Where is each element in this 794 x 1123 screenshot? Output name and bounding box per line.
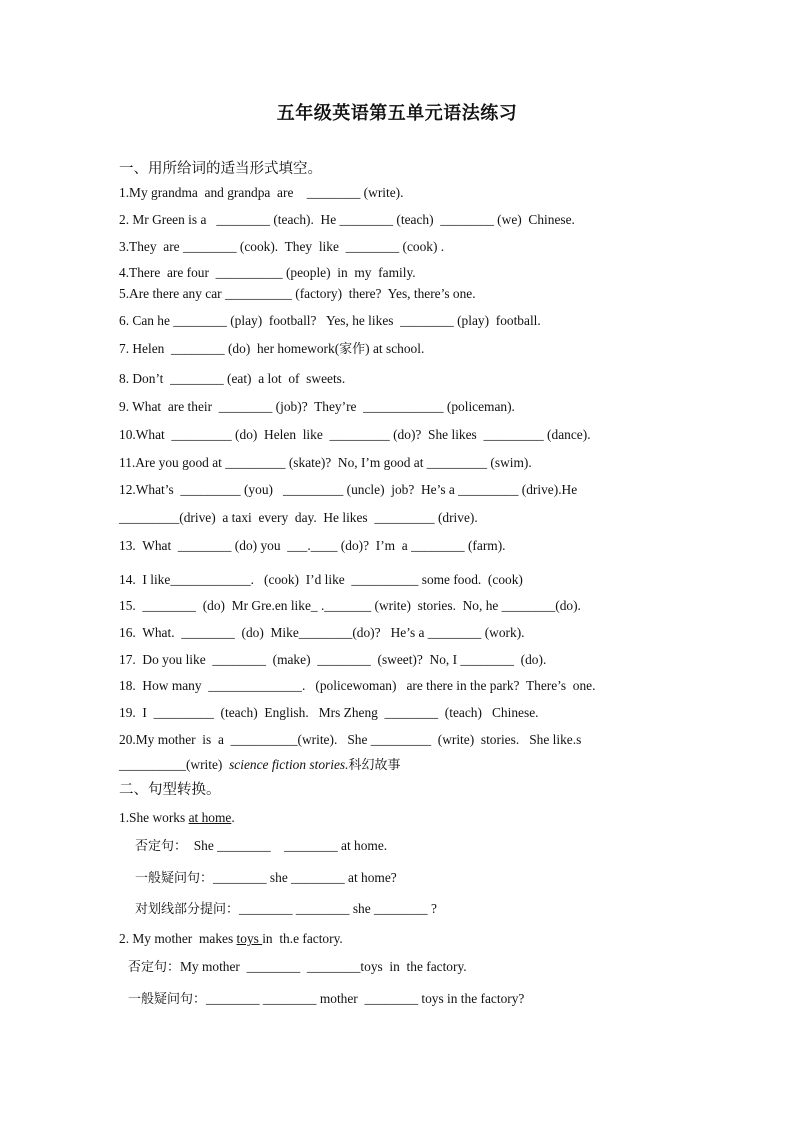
item-20-cjk-note: 科幻故事 (348, 758, 401, 773)
exercise-item-12: 12.What’s _________ (you) _________ (uncle) job? He’s a _________ (drive).He (119, 482, 578, 497)
q1-negative-text: She ________ ________ at home. (187, 838, 388, 853)
q1-yes-no-label: 一般疑问句： (135, 871, 214, 886)
exercise-item-18: 18. How many ______________. (policewoman) are there in the park? There’s one. (119, 678, 596, 693)
q2-underlined: toys (236, 931, 263, 946)
q2-negative-text: My mother ________ ________toys in the factory. (180, 959, 467, 974)
section-1-heading: 一、用所给词的适当形式填空。 (119, 161, 322, 177)
exercise-item-9: 9. What are their ________ (job)? They’re ____________ (policeman). (119, 399, 515, 414)
exercise-item-15: 15. ________ (do) Mr Gre.en like_ ._______ (write) stories. No, he ________(do). (119, 598, 581, 613)
q2-negative (128, 959, 467, 976)
page-title: 五年级英语第五单元语法练习 (276, 103, 518, 124)
exercise-item-2: 2. Mr Green is a ________ (teach). He ________ (teach) ________ (we) Chinese. (119, 212, 575, 227)
q1-suffix: . (231, 810, 235, 825)
exercise-item-19: 19. I _________ (teach) English. Mrs Zheng ________ (teach) Chinese. (119, 705, 539, 720)
exercise-item-20-cont (119, 757, 400, 774)
item-7-tail: ) at school. (365, 341, 425, 356)
item-20-italic: science fiction stories. (229, 757, 349, 772)
exercise-item-10: 10.What _________ (do) Helen like _________ (do)? She likes _________ (dance). (119, 427, 591, 442)
item-7-cjk-note: 家作 (339, 342, 366, 357)
exercise-item-8: 8. Don’t ________ (eat) a lot of sweets. (119, 371, 346, 386)
q1-yes-no-text: ________ she ________ at home? (213, 870, 397, 885)
q1-prefix: 1.She works (119, 810, 189, 825)
exercise-item-12-cont: _________(drive) a taxi every day. He likes _________ (drive). (119, 510, 478, 525)
exercise-item-6: 6. Can he ________ (play) football? Yes, he likes ________ (play) football. (119, 313, 541, 328)
section-2-heading: 二、句型转换。 (119, 782, 221, 798)
exercise-item-1: 1.My grandma and grandpa are ________ (write). (119, 185, 404, 200)
transform-q1 (119, 810, 235, 826)
exercise-item-20: 20.My mother is a __________(write). She _________ (write) stories. She like.s (119, 732, 582, 747)
q1-negative-label: 否定句： (135, 839, 188, 854)
q1-yes-no (135, 870, 397, 887)
item-20-cont-text: __________(write) (119, 757, 230, 772)
exercise-item-13: 13. What ________ (do) you ___.____ (do)? I’m a ________ (farm). (119, 538, 506, 553)
q1-negative (135, 838, 387, 855)
exercise-item-5: 5.Are there any car __________ (factory) there? Yes, there’s one. (119, 286, 476, 301)
q1-wh-question (135, 901, 437, 918)
exercise-item-16: 16. What. ________ (do) Mike________(do)? He’s a ________ (work). (119, 625, 525, 640)
q1-wh-label: 对划线部分提问： (135, 902, 240, 917)
q2-yes-no-label: 一般疑问句： (128, 992, 207, 1007)
exercise-item-3: 3.They are ________ (cook). They like ________ (cook) . (119, 239, 445, 254)
q1-wh-text: ________ ________ she ________ ? (239, 901, 437, 916)
q2-yes-no-text: ________ ________ mother ________ toys in the factory? (206, 991, 525, 1006)
exercise-item-7 (119, 341, 424, 358)
q2-suffix: in th.e factory. (262, 931, 343, 946)
transform-q2 (119, 931, 343, 947)
exercise-item-17: 17. Do you like ________ (make) ________ (sweet)? No, I ________ (do). (119, 652, 547, 667)
item-7-text: 7. Helen ________ (do) her homework( (119, 341, 340, 356)
exercise-item-4: 4.There are four __________ (people) in my family. (119, 265, 416, 280)
q2-negative-label: 否定句： (128, 960, 181, 975)
exercise-item-11: 11.Are you good at _________ (skate)? No, I’m good at _________ (swim). (119, 455, 532, 470)
q2-yes-no (128, 991, 524, 1008)
exercise-item-14: 14. I like____________. (cook) I’d like __________ some food. (cook) (119, 572, 523, 587)
q1-underlined: at home (188, 810, 232, 825)
q2-prefix: 2. My mother makes (119, 931, 237, 946)
